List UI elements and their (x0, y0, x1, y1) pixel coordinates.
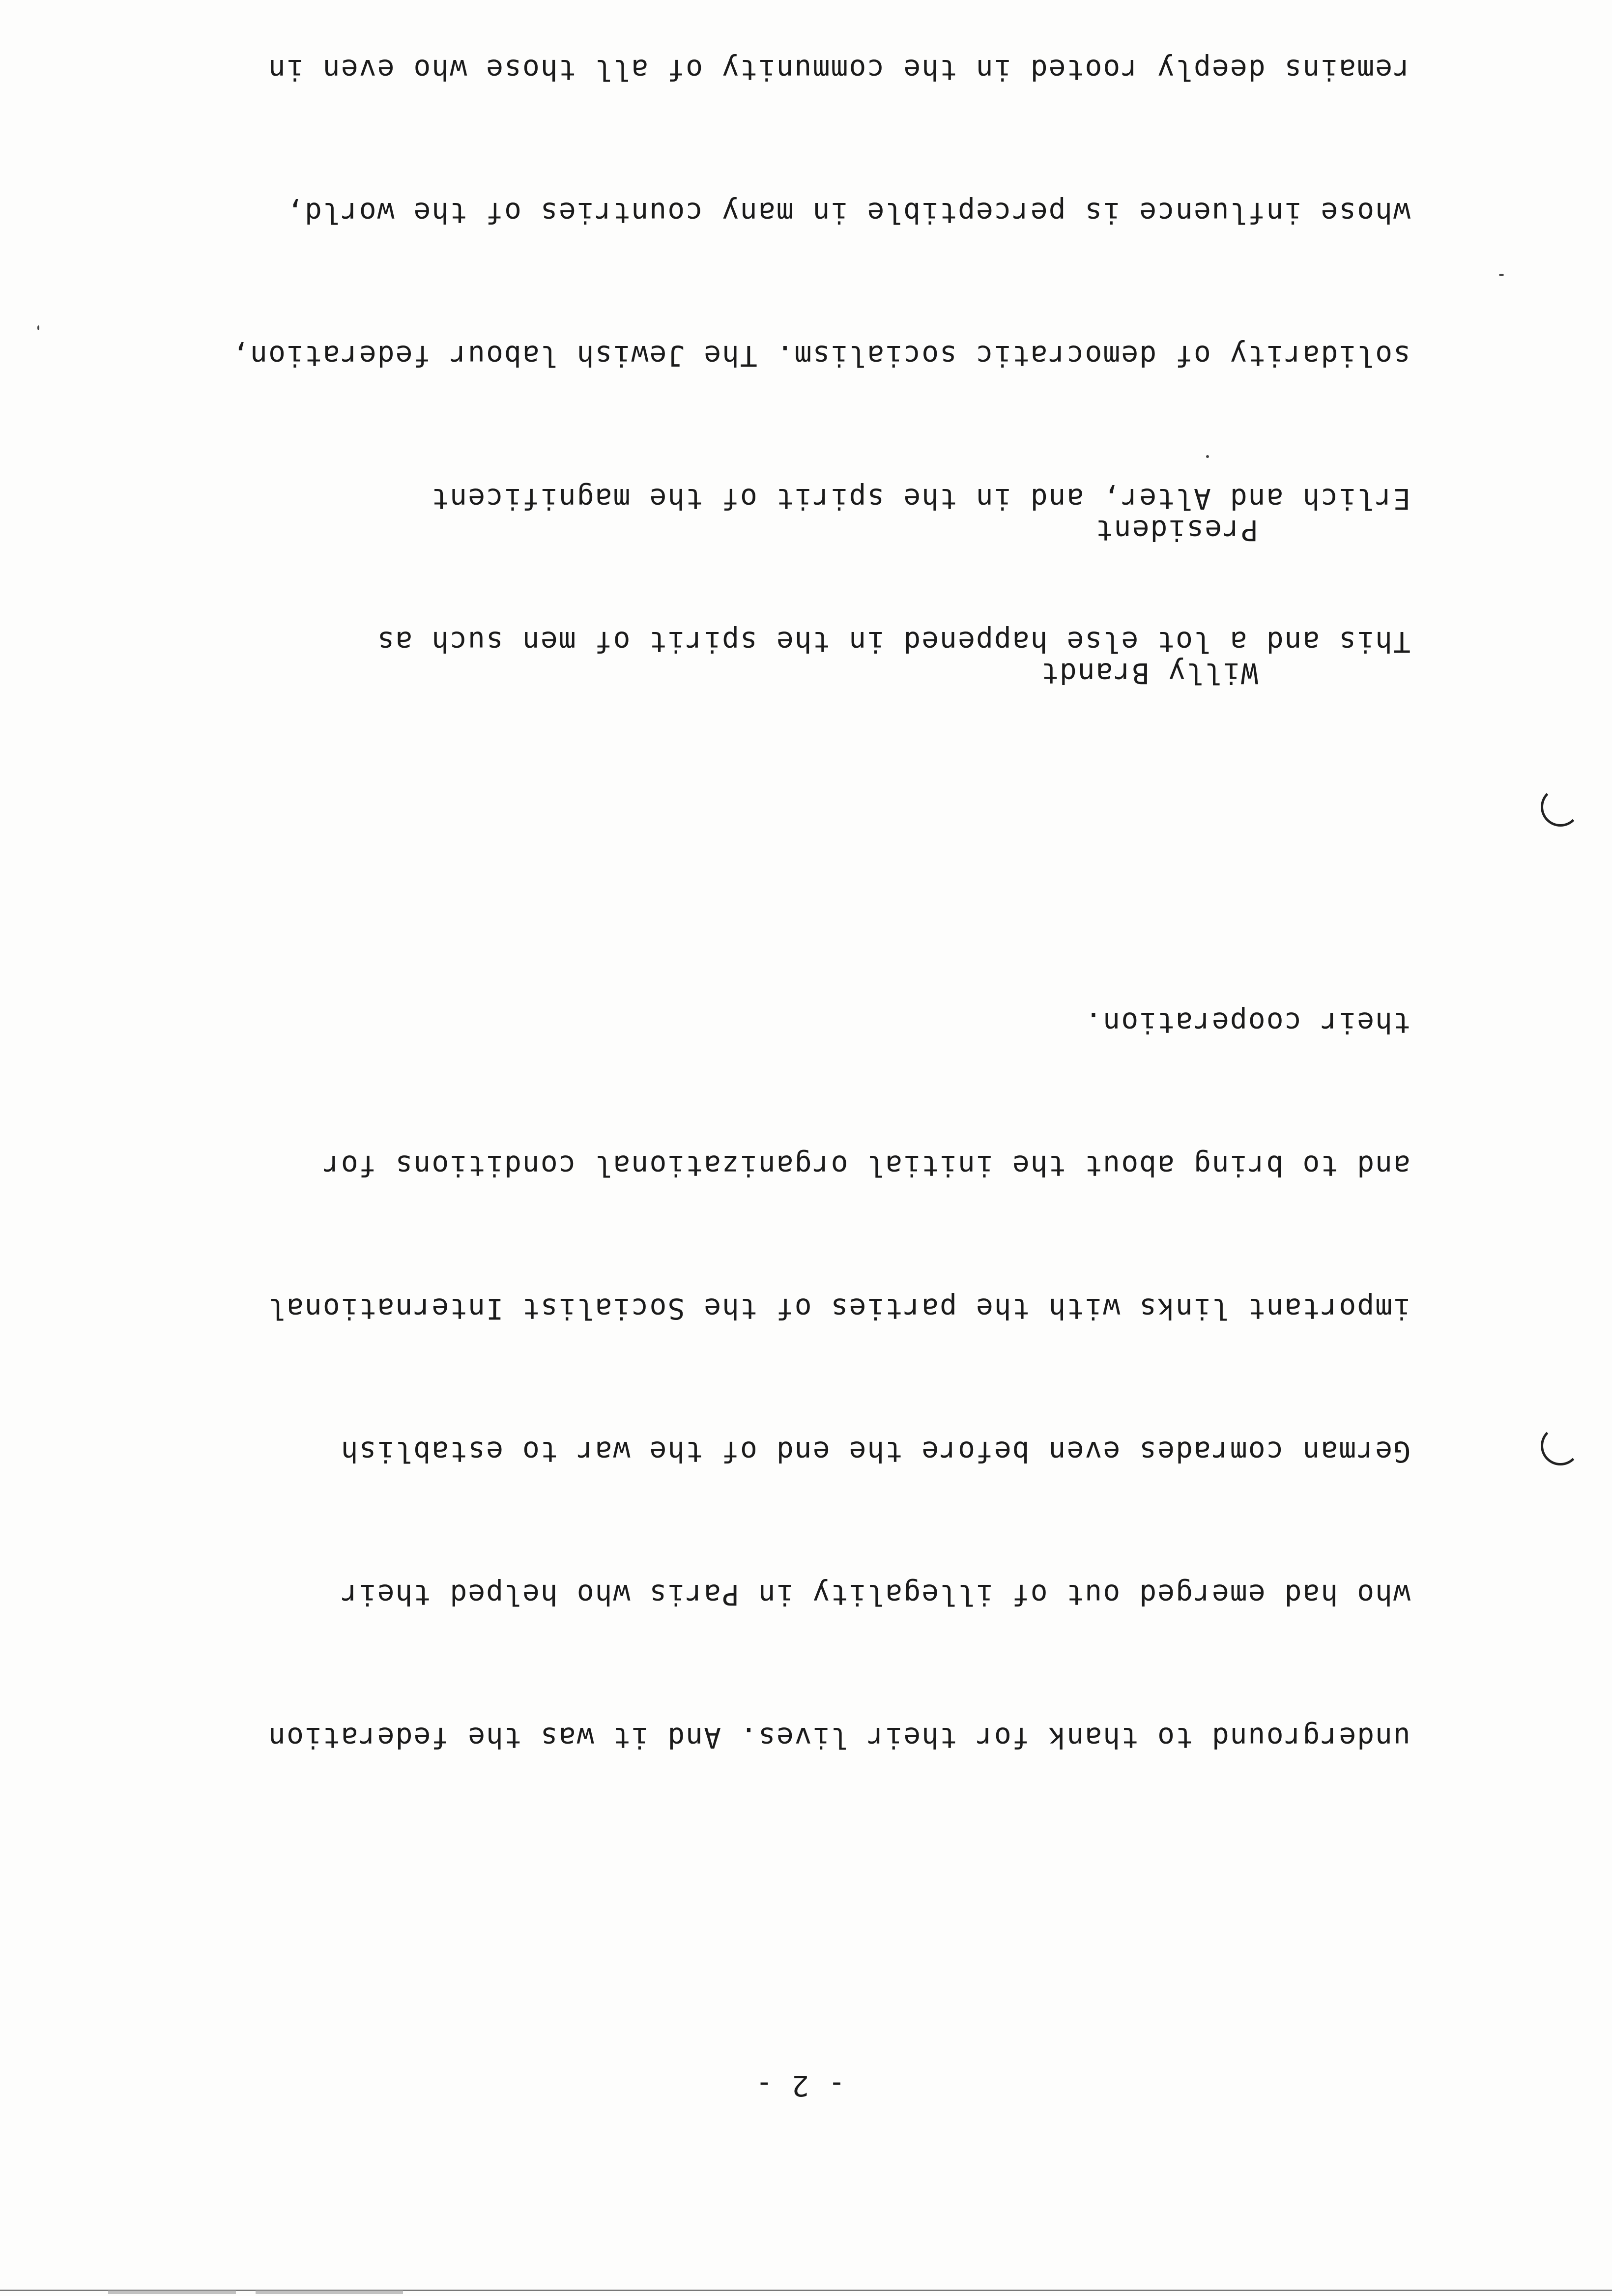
text-line: This and a lot else happened in the spirit of men such as (376, 625, 1410, 659)
text-line: underground to thank for their lives. And it was the federation (267, 1721, 1410, 1754)
text-line: who had emerged out of illegality in Paris who helped their (340, 1578, 1410, 1611)
scan-edge-line (0, 2290, 1612, 2291)
page-number: - 2 - (754, 2069, 845, 2102)
text-line: Erlich and Alter, and in the spirit of the magnificent (431, 482, 1410, 516)
paragraph-1 (133, 903, 1410, 1857)
punch-hole-mark (1541, 787, 1580, 827)
scan-speck (37, 325, 39, 330)
scan-speck (1206, 455, 1209, 458)
text-line: whose influence is perceptible in many countries of the world, (286, 196, 1410, 230)
signatory-title: President (1094, 514, 1258, 547)
punch-hole-mark (1541, 1426, 1580, 1465)
scan-edge-smudge (256, 2290, 403, 2294)
body-text (133, 0, 1410, 1952)
signature-block (1040, 411, 1258, 792)
text-line: their cooperation. (1084, 1006, 1410, 1039)
scan-edge-smudge (108, 2290, 236, 2294)
text-line: remains deeply rooted in the community of all those who even in (267, 53, 1410, 86)
scan-speck (1499, 274, 1504, 276)
text-line: and to bring about the initial organizational conditions for (321, 1149, 1410, 1182)
text-line: solidarity of democratic socialism. The Jewish labour federation, (231, 339, 1410, 373)
signatory-name: Willy Brandt (1040, 657, 1258, 690)
text-line: important links with the parties of the Socialist International (267, 1292, 1410, 1325)
text-line: German comrades even before the end of the war to establish (340, 1435, 1410, 1468)
